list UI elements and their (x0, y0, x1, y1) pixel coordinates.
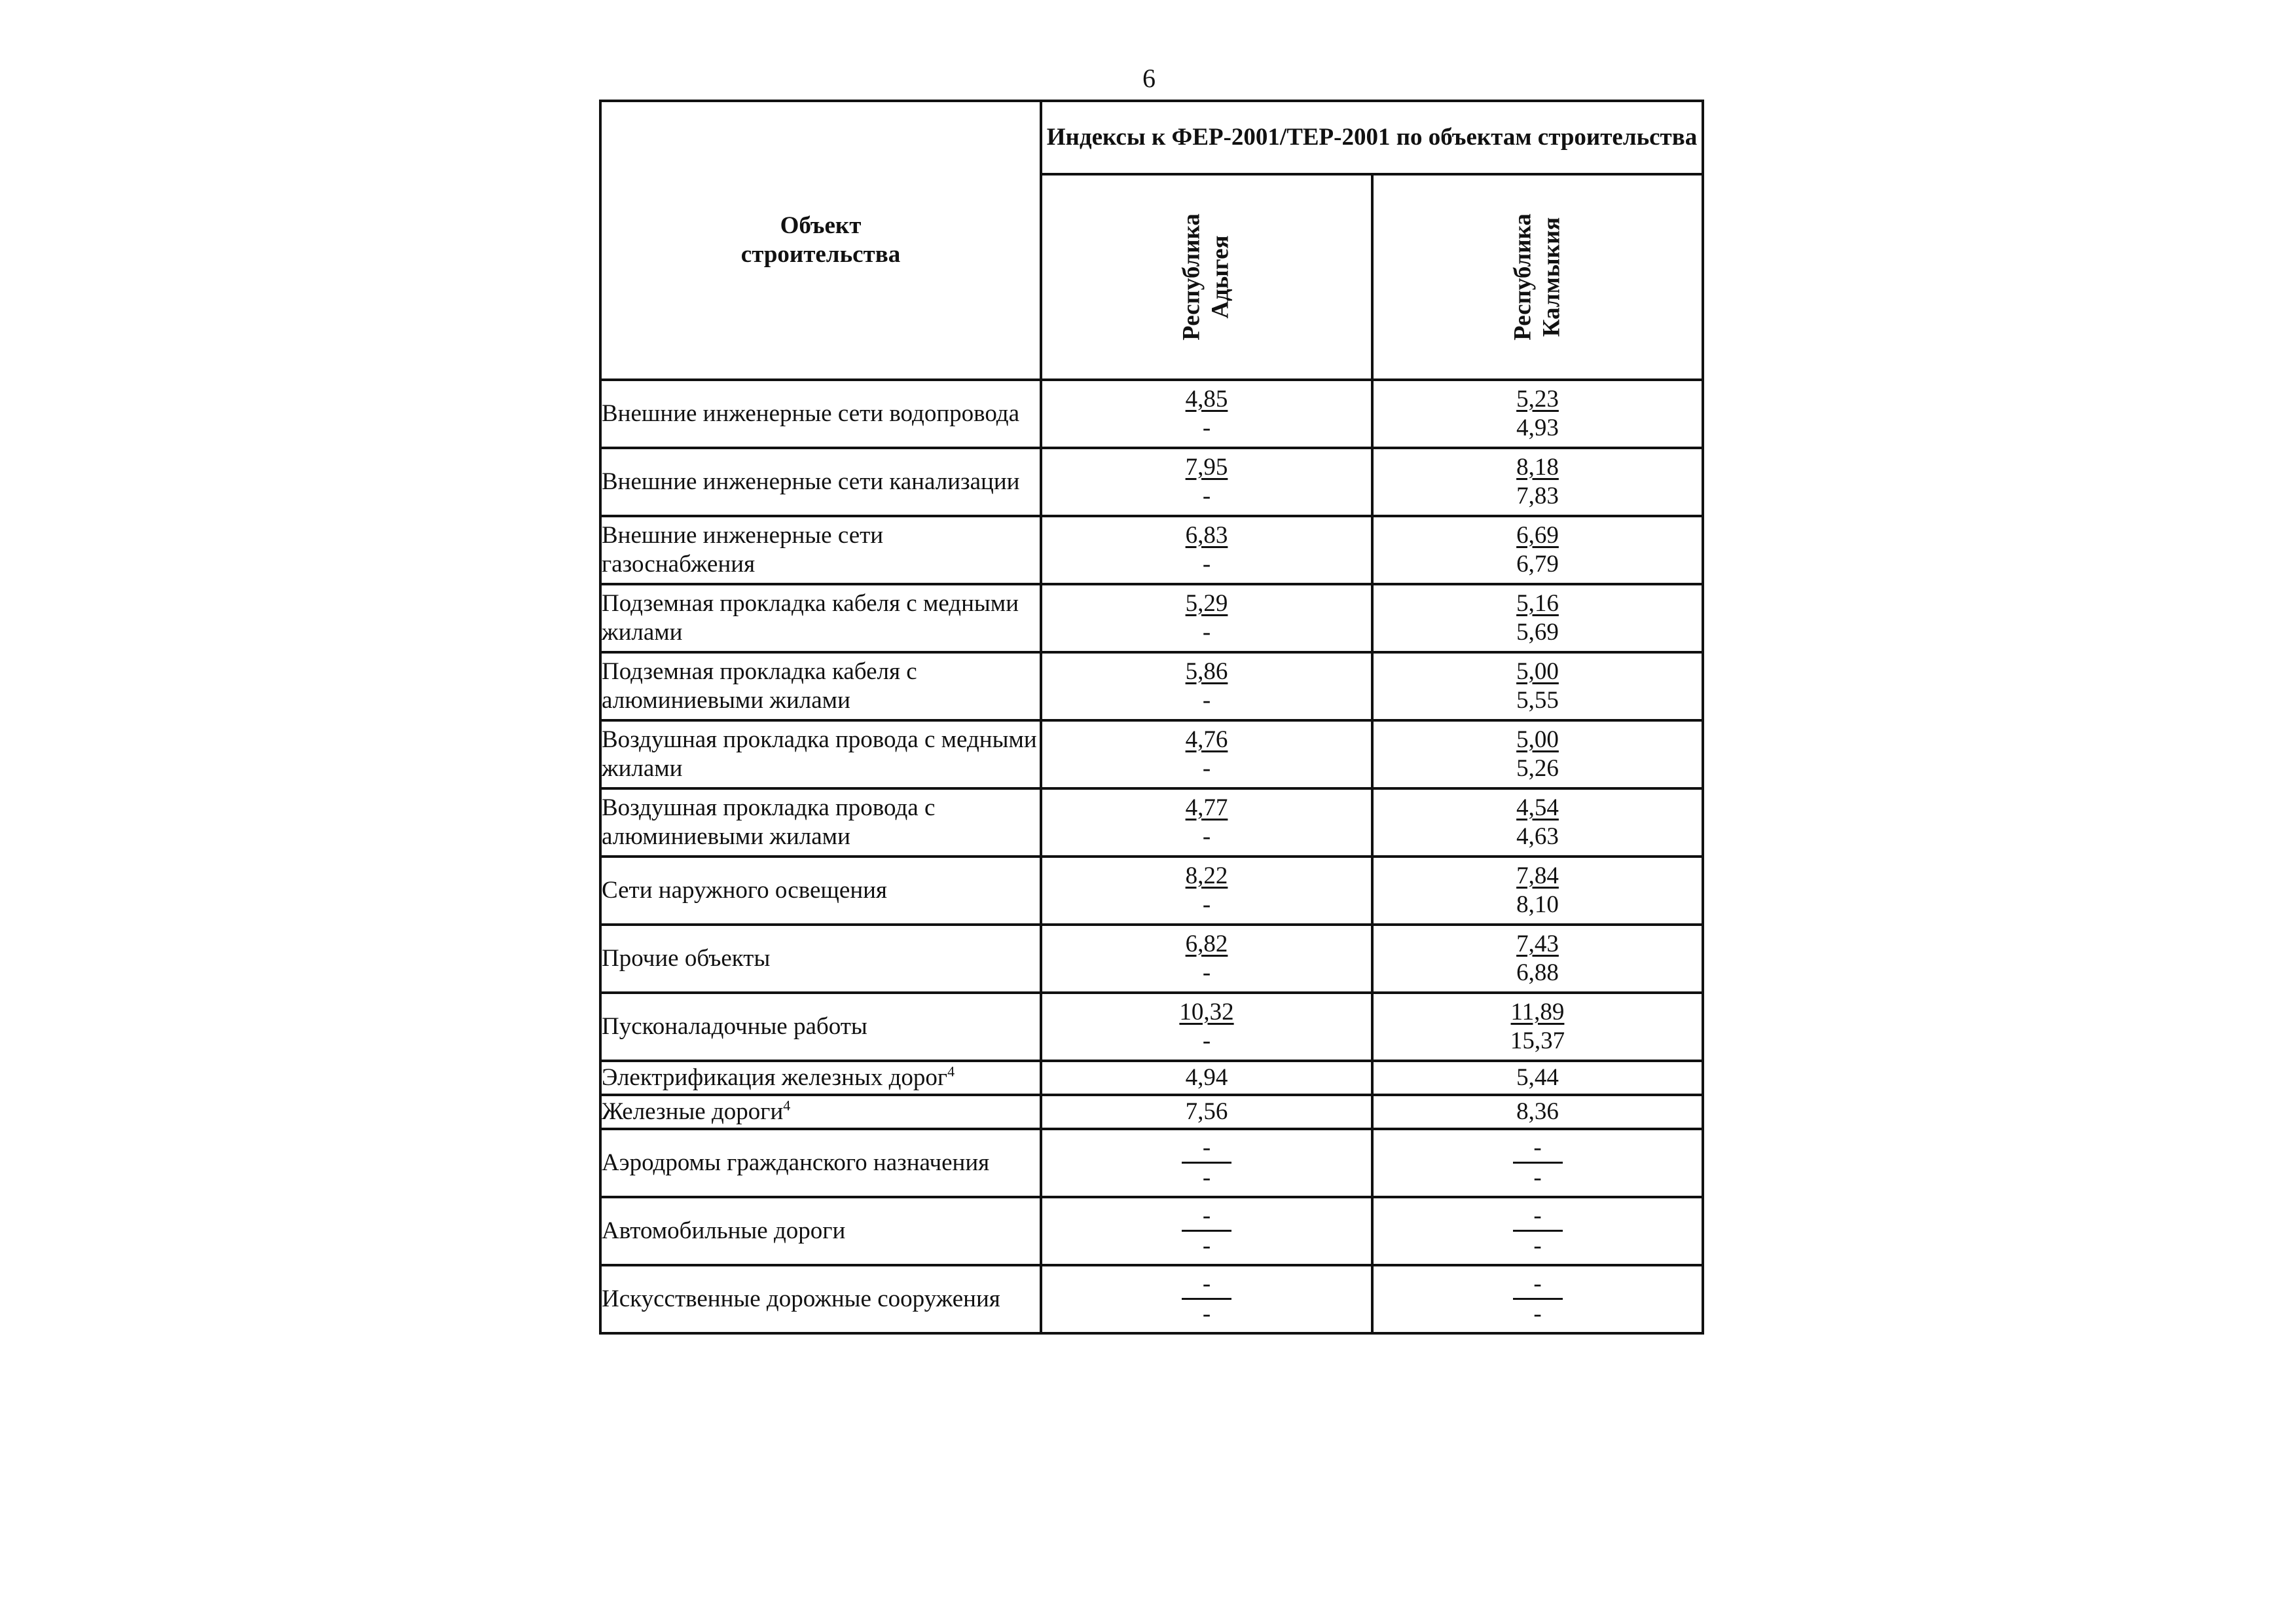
value-adygea (1041, 448, 1372, 516)
value-denominator: - (1202, 1232, 1211, 1259)
value-denominator: 5,26 (1516, 755, 1559, 782)
value-denominator: 6,79 (1516, 551, 1559, 578)
value-numerator: - (1513, 1271, 1563, 1300)
value-denominator: - (1533, 1232, 1542, 1259)
value-numerator: 5,29 (1185, 589, 1228, 617)
value-adygea (1041, 857, 1372, 925)
table-row (600, 380, 1703, 448)
value-denominator: 4,63 (1516, 823, 1559, 850)
value-denominator: - (1202, 1300, 1211, 1327)
value-denominator: - (1202, 415, 1211, 441)
value-numerator: 8,18 (1516, 453, 1559, 481)
value-numerator: 10,32 (1179, 998, 1234, 1025)
value-numerator: 7,84 (1516, 862, 1559, 889)
page-number: 6 (1142, 64, 1156, 93)
table-row (600, 1265, 1703, 1333)
value-numerator: 7,43 (1516, 930, 1559, 957)
value-kalmykia (1372, 1197, 1703, 1265)
row-object-name: Железные дороги$^4$ (600, 1095, 1041, 1129)
value-denominator: - (1202, 755, 1211, 782)
value-numerator: - (1182, 1271, 1231, 1300)
value-adygea (1041, 380, 1372, 448)
row-object-name: Подземная прокладка кабеля с медными жилами (600, 584, 1041, 652)
value-numerator: 6,69 (1516, 521, 1559, 549)
row-object-name: Внешние инженерные сети водопровода (600, 380, 1041, 448)
value-numerator: 5,16 (1516, 589, 1559, 617)
value-kalmykia (1372, 720, 1703, 788)
value-denominator: - (1202, 891, 1211, 918)
footnote-mark: 4 (783, 1097, 791, 1114)
value-numerator: 6,82 (1185, 930, 1228, 957)
column-header-object: Объект строительства (600, 101, 1041, 380)
value-denominator: 5,55 (1516, 687, 1559, 714)
value-denominator: 6,88 (1516, 959, 1559, 986)
column-group-header: Индексы к ФЕР-2001/ТЕР-2001 по объектам строительства (1041, 101, 1703, 174)
row-object-name: Автомобильные дороги (600, 1197, 1041, 1265)
row-object-name: Подземная прокладка кабеля с алюминиевыми жилами (600, 652, 1041, 720)
value-numerator: 5,23 (1516, 385, 1559, 413)
value-numerator: - (1182, 1203, 1231, 1232)
table-row (600, 584, 1703, 652)
value-numerator: - (1182, 1135, 1231, 1164)
table-row (600, 857, 1703, 925)
row-object-name: Сети наружного освещения (600, 857, 1041, 925)
region-header-adygea: Республика Адыгея (1041, 174, 1372, 380)
value-numerator: 5,00 (1516, 726, 1559, 753)
value-kalmykia (1372, 380, 1703, 448)
value-denominator: - (1202, 687, 1211, 714)
value-numerator: 6,83 (1185, 521, 1228, 549)
value-adygea (1041, 925, 1372, 993)
value-numerator: 11,89 (1510, 998, 1565, 1025)
value-adygea (1041, 652, 1372, 720)
row-object-name: Воздушная прокладка провода с медными жилами (600, 720, 1041, 788)
value-adygea: 4,94 (1041, 1061, 1372, 1095)
value-numerator: 7,95 (1185, 453, 1228, 481)
value-adygea (1041, 1129, 1372, 1197)
value-numerator: 5,86 (1185, 657, 1228, 685)
table-row (600, 448, 1703, 516)
value-numerator: 5,00 (1516, 657, 1559, 685)
row-object-name: Внешние инженерные сети канализации (600, 448, 1041, 516)
table-row (600, 652, 1703, 720)
value-numerator: 4,54 (1516, 794, 1559, 821)
value-denominator: - (1202, 823, 1211, 850)
value-kalmykia: 8,36 (1372, 1095, 1703, 1129)
value-kalmykia (1372, 652, 1703, 720)
value-denominator: - (1533, 1164, 1542, 1191)
table-row (600, 925, 1703, 993)
value-numerator: 4,85 (1185, 385, 1228, 413)
value-kalmykia (1372, 857, 1703, 925)
value-denominator: - (1202, 619, 1211, 646)
table-row (600, 1129, 1703, 1197)
value-kalmykia (1372, 925, 1703, 993)
value-numerator: 4,76 (1185, 726, 1228, 753)
footnote-mark: 4 (947, 1063, 955, 1080)
value-adygea (1041, 1265, 1372, 1333)
value-adygea (1041, 516, 1372, 584)
value-kalmykia (1372, 584, 1703, 652)
index-table (599, 100, 1704, 1335)
value-denominator: 5,69 (1516, 619, 1559, 646)
value-denominator: 8,10 (1516, 891, 1559, 918)
value-adygea (1041, 720, 1372, 788)
row-object-name: Аэродромы гражданского назначения (600, 1129, 1041, 1197)
value-adygea (1041, 788, 1372, 857)
value-numerator: 4,77 (1185, 794, 1228, 821)
value-numerator: 8,22 (1185, 862, 1228, 889)
value-denominator: 4,93 (1516, 415, 1559, 441)
row-object-name: Пусконаладочные работы (600, 993, 1041, 1061)
value-kalmykia (1372, 448, 1703, 516)
table-row (600, 993, 1703, 1061)
region-header-kalmykia: Республика Калмыкия (1372, 174, 1703, 380)
table-body (600, 380, 1703, 1333)
table-row (600, 1095, 1703, 1129)
table-row (600, 720, 1703, 788)
value-kalmykia (1372, 516, 1703, 584)
table-row (600, 788, 1703, 857)
table-row (600, 516, 1703, 584)
value-denominator: 15,37 (1510, 1027, 1565, 1054)
row-object-name: Воздушная прокладка провода с алюминиевыми жилами (600, 788, 1041, 857)
value-adygea: 7,56 (1041, 1095, 1372, 1129)
value-denominator: - (1202, 483, 1211, 509)
value-adygea (1041, 993, 1372, 1061)
value-adygea (1041, 1197, 1372, 1265)
table-row (600, 1061, 1703, 1095)
row-object-name: Внешние инженерные сети газоснабжения (600, 516, 1041, 584)
row-object-name: Электрификация железных дорог$^4$ (600, 1061, 1041, 1095)
value-denominator: - (1202, 1164, 1211, 1191)
value-denominator: - (1533, 1300, 1542, 1327)
value-numerator: - (1513, 1135, 1563, 1164)
value-adygea (1041, 584, 1372, 652)
value-denominator: - (1202, 551, 1211, 578)
value-numerator: - (1513, 1203, 1563, 1232)
table-row (600, 1197, 1703, 1265)
row-object-name: Искусственные дорожные сооружения (600, 1265, 1041, 1333)
value-denominator: 7,83 (1516, 483, 1559, 509)
row-object-name: Прочие объекты (600, 925, 1041, 993)
value-kalmykia (1372, 993, 1703, 1061)
value-kalmykia (1372, 1265, 1703, 1333)
value-kalmykia (1372, 1129, 1703, 1197)
value-denominator: - (1202, 1027, 1211, 1054)
value-denominator: - (1202, 959, 1211, 986)
value-kalmykia (1372, 788, 1703, 857)
value-kalmykia: 5,44 (1372, 1061, 1703, 1095)
